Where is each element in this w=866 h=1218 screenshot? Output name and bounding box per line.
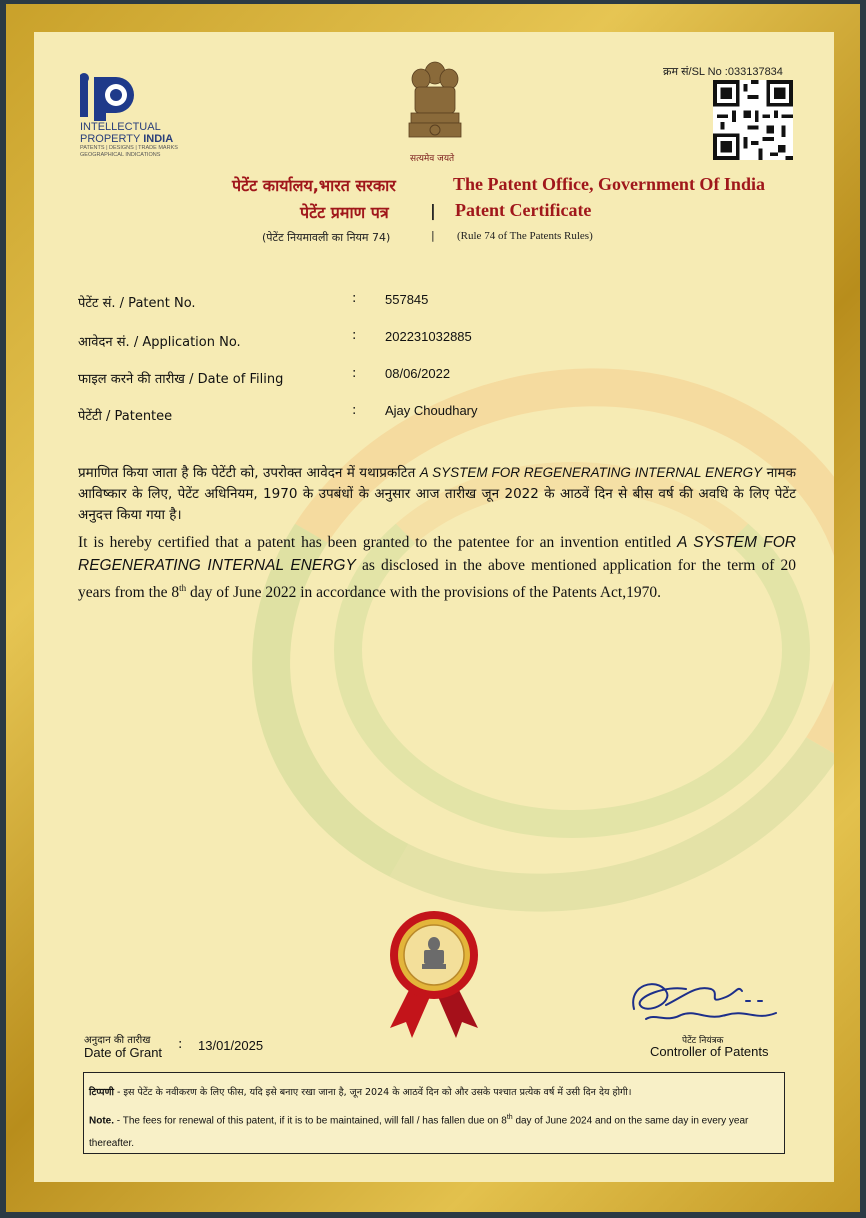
- invention-title-hindi-para: A SYSTEM FOR REGENERATING INTERNAL ENERGY: [419, 465, 763, 480]
- field-colon: :: [352, 291, 357, 306]
- date-of-grant-label-english: Date of Grant: [84, 1045, 163, 1060]
- official-seal-icon: [384, 910, 484, 1052]
- certification-english-part-2: as disclosed in the above mentioned application for the term of 20 years from the 8: [78, 557, 797, 602]
- ip-india-logo-icon: [80, 73, 140, 121]
- certification-english-part-1: It is hereby certified that a patent has been granted to the patentee for an invention entitled: [78, 534, 672, 551]
- certification-hindi-part-2: नामक आविष्कार के लिए, पेटेंट अधिनियम, 1970 के उपबंधों के अनुसार आज तारीख जून 2022 के आठवें दिन से बीस वर्ष की अवधि के लिए पेटेंट अनुदत्त किया गया है।: [78, 465, 796, 523]
- invention-title-english-para: A SYSTEM FOR REGENERATING INTERNAL ENERGY: [78, 534, 797, 574]
- grant-colon: :: [178, 1037, 183, 1052]
- note-ordinal-suffix: th: [506, 1114, 513, 1121]
- qr-code-icon: [713, 80, 793, 160]
- note-text-hindi: - इस पेटेंट के नवीकरण के लिए फीस, यदि इसे बनाए रखा जाना है, जून 2024 के आठवें दिन को और उसके पश्चात प्रत्येक वर्ष में उसी दिन देय होगी।: [116, 1087, 632, 1098]
- controller-label-hindi: पेटेंट नियंत्रक: [682, 1036, 724, 1046]
- controller-signature-icon: [626, 975, 786, 1033]
- logo-line-3: PATENTS | DESIGNS | TRADE MARKS: [80, 145, 178, 151]
- field-colon: :: [352, 403, 357, 418]
- logo-line-1: INTELLECTUAL: [80, 121, 161, 133]
- renewal-note-english: [89, 1106, 779, 1155]
- date-of-filing-label: फाइल करने की तारीख / Date of Filing: [78, 372, 284, 387]
- ip-india-logo-text: [80, 121, 178, 159]
- certification-text-english: [78, 531, 796, 604]
- certification-text-hindi: [78, 462, 796, 526]
- patentee-value: Ajay Choudhary: [385, 403, 478, 418]
- serial-label: क्रम सं/SL No :: [663, 66, 728, 78]
- emblem-motto: सत्यमेव जयते: [410, 154, 455, 164]
- certification-hindi-part-1: प्रमाणित किया जाता है कि पेटेंटी को, उपरोक्त आवेदन में यथाप्रकटित: [78, 465, 416, 481]
- patent-no-label: पेटेंट सं. / Patent No.: [78, 296, 196, 311]
- office-title-english: The Patent Office, Government Of India: [453, 174, 765, 194]
- note-label-hindi: टिप्पणी: [89, 1087, 114, 1098]
- rule-reference-english: (Rule 74 of The Patents Rules): [457, 230, 593, 242]
- office-title-hindi: पेटेंट कार्यालय,भारत सरकार: [232, 176, 396, 195]
- field-colon: :: [352, 328, 357, 343]
- note-label-english: Note.: [89, 1115, 114, 1127]
- ordinal-suffix: th: [179, 583, 187, 593]
- note-text-english-1: - The fees for renewal of this patent, if it is to be maintained, will fall / has fallen due on 8: [116, 1115, 507, 1127]
- patentee-label: पेटेंटी / Patentee: [78, 409, 173, 424]
- certification-english-part-3: day of June 2022 in accordance with the provisions of the Patents Act,1970.: [190, 584, 661, 602]
- patent-no-value: 557845: [385, 292, 429, 307]
- certificate-title-hindi: पेटेंट प्रमाण पत्र: [300, 203, 389, 222]
- rule-reference-hindi: (पेटेंट नियमावली का नियम 74): [262, 231, 391, 244]
- note-text-english-2: day of June 2024 and on the same day in every year thereafter.: [89, 1115, 749, 1150]
- rule-separator: |: [431, 229, 435, 242]
- renewal-note-hindi: [89, 1085, 779, 1098]
- certificate-title-english: Patent Certificate: [455, 200, 592, 220]
- controller-label-english: Controller of Patents: [650, 1044, 769, 1059]
- logo-line-2a: PROPERTY: [80, 133, 141, 145]
- title-separator: |: [430, 201, 436, 220]
- logo-line-2: [80, 133, 178, 145]
- application-no-value: 202231032885: [385, 329, 472, 344]
- serial-number: [663, 64, 783, 79]
- serial-value: 033137834: [727, 66, 783, 78]
- date-of-grant-label-hindi: अनुदान की तारीख: [84, 1035, 151, 1046]
- national-emblem-icon: [405, 55, 465, 150]
- application-no-label: आवेदन सं. / Application No.: [78, 335, 241, 350]
- logo-line-2b: INDIA: [143, 133, 174, 145]
- date-of-grant-value: 13/01/2025: [198, 1038, 264, 1053]
- field-colon: :: [352, 366, 357, 381]
- date-of-filing-value: 08/06/2022: [385, 366, 451, 381]
- logo-line-4: GEOGRAPHICAL INDICATIONS: [80, 152, 161, 158]
